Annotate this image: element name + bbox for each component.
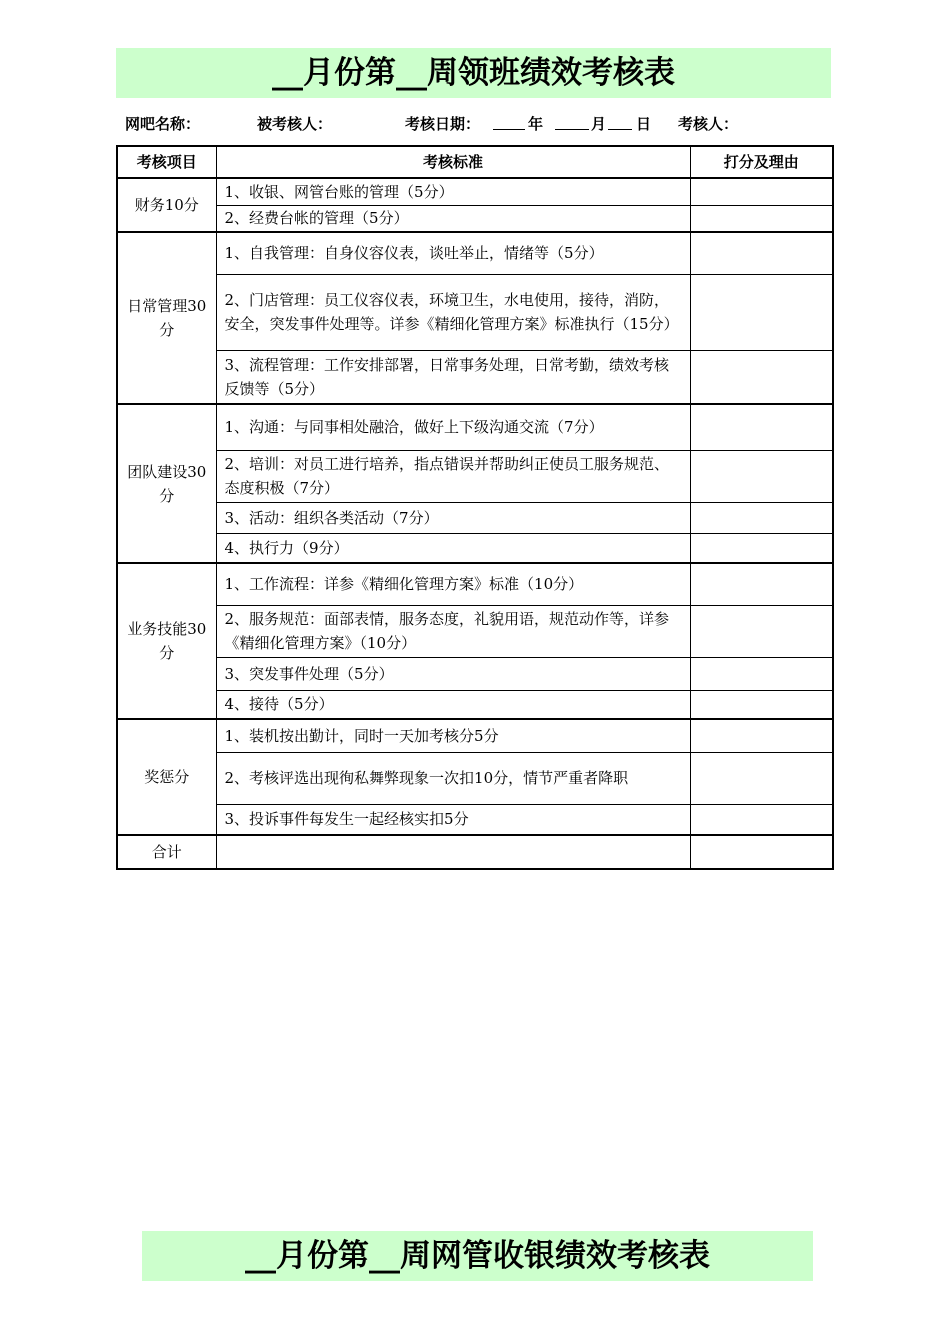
- assessee-label: 被考核人：: [257, 115, 333, 133]
- score-cell[interactable]: [690, 404, 833, 450]
- category-team-building: 团队建设30分: [117, 404, 216, 563]
- table-row: [117, 563, 833, 605]
- score-cell[interactable]: [690, 205, 833, 232]
- table-row: [117, 274, 833, 350]
- page-title: __月份第__周领班绩效考核表: [116, 48, 831, 98]
- standard-cell: 1、自我管理：自身仪容仪表，谈吐举止，情绪等（5分）: [216, 232, 690, 274]
- table-row: [117, 533, 833, 563]
- table-row: [117, 690, 833, 719]
- assessment-table: [116, 145, 834, 870]
- score-cell[interactable]: [690, 178, 833, 205]
- table-row: [117, 205, 833, 232]
- category-business-skills: 业务技能30分: [117, 563, 216, 719]
- total-standard-cell: [216, 835, 690, 869]
- table-row: [117, 178, 833, 205]
- score-cell[interactable]: [690, 274, 833, 350]
- table-row: [117, 450, 833, 502]
- table-row: [117, 752, 833, 804]
- cafe-name-label: 网吧名称：: [125, 115, 201, 133]
- standard-cell: 2、培训：对员工进行培养，指点错误并帮助纠正使员工服务规范、态度积极（7分）: [216, 450, 690, 502]
- standard-cell: 2、门店管理：员工仪容仪表，环境卫生，水电使用，接待，消防，安全，突发事件处理等。详参《精细化管理方案》标准执行（15分）: [216, 274, 690, 350]
- category-daily-management: 日常管理30分: [117, 232, 216, 404]
- month-blank: [555, 113, 589, 136]
- total-score-cell[interactable]: [690, 835, 833, 869]
- assessor-label: 考核人：: [678, 115, 739, 133]
- category-finance: 财务10分: [117, 178, 216, 232]
- standard-cell: 1、沟通：与同事相处融洽，做好上下级沟通交流（7分）: [216, 404, 690, 450]
- table-row: [117, 719, 833, 752]
- score-cell[interactable]: [690, 752, 833, 804]
- table-row: [117, 657, 833, 690]
- standard-cell: 3、活动：组织各类活动（7分）: [216, 502, 690, 533]
- score-cell[interactable]: [690, 690, 833, 719]
- table-row: [117, 350, 833, 404]
- standard-cell: 2、考核评选出现徇私舞弊现象一次扣10分，情节严重者降职: [216, 752, 690, 804]
- table-row: [117, 232, 833, 274]
- standard-cell: 2、经费台帐的管理（5分）: [216, 205, 690, 232]
- score-cell[interactable]: [690, 657, 833, 690]
- header-standard: 考核标准: [216, 146, 690, 178]
- standard-cell: 1、工作流程：详参《精细化管理方案》标准（10分）: [216, 563, 690, 605]
- score-cell[interactable]: [690, 563, 833, 605]
- standard-cell: 2、服务规范：面部表情，服务态度，礼貌用语，规范动作等，详参《精细化管理方案》（10分）: [216, 605, 690, 657]
- standard-cell: 4、接待（5分）: [216, 690, 690, 719]
- table-row: [117, 404, 833, 450]
- score-cell[interactable]: [690, 605, 833, 657]
- total-label: 合计: [117, 835, 216, 869]
- standard-cell: 3、突发事件处理（5分）: [216, 657, 690, 690]
- year-blank: [493, 113, 525, 136]
- table-row: [117, 605, 833, 657]
- standard-cell: 3、流程管理：工作安排部署，日常事务处理，日常考勤，绩效考核反馈等（5分）: [216, 350, 690, 404]
- score-cell[interactable]: [690, 533, 833, 563]
- header-score: 打分及理由: [690, 146, 833, 178]
- year-label: 年: [528, 115, 544, 133]
- next-page-title: __月份第__周网管收银绩效考核表: [142, 1231, 813, 1281]
- score-cell[interactable]: [690, 804, 833, 835]
- category-reward-penalty: 奖惩分: [117, 719, 216, 835]
- date-label: 考核日期：: [405, 115, 481, 133]
- score-cell[interactable]: [690, 502, 833, 533]
- month-label: 月: [591, 115, 607, 133]
- score-cell[interactable]: [690, 450, 833, 502]
- header-item: 考核项目: [117, 146, 216, 178]
- standard-cell: 1、收银、网管台账的管理（5分）: [216, 178, 690, 205]
- standard-cell: 3、投诉事件每发生一起经核实扣5分: [216, 804, 690, 835]
- day-blank: [608, 113, 632, 136]
- table-row: [117, 804, 833, 835]
- info-row: [125, 113, 845, 135]
- score-cell[interactable]: [690, 719, 833, 752]
- score-cell[interactable]: [690, 232, 833, 274]
- table-row: [117, 502, 833, 533]
- standard-cell: 1、装机按出勤计，同时一天加考核分5分: [216, 719, 690, 752]
- standard-cell: 4、执行力（9分）: [216, 533, 690, 563]
- table-header-row: [117, 146, 833, 178]
- score-cell[interactable]: [690, 350, 833, 404]
- day-label: 日: [636, 115, 652, 133]
- total-row: [117, 835, 833, 869]
